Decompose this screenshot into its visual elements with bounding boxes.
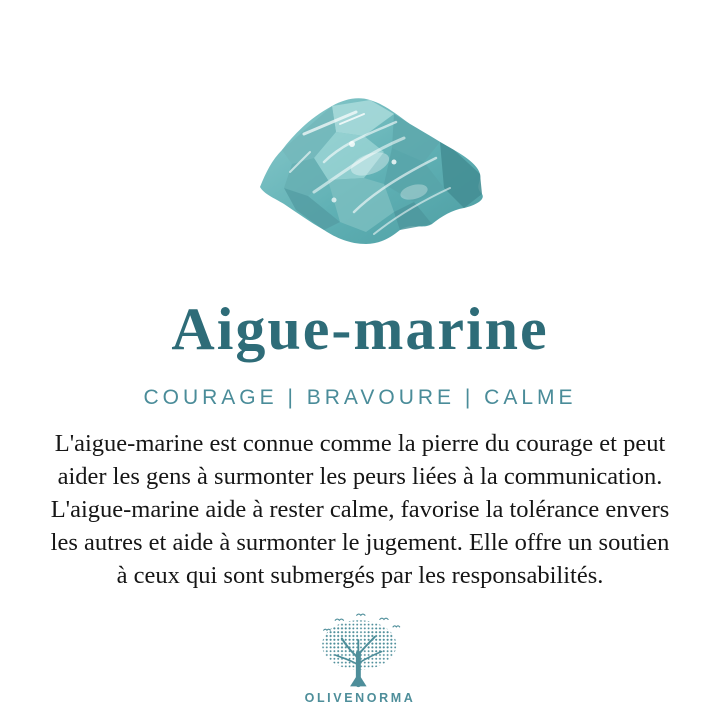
- page-title: Aigue-marine: [171, 296, 549, 362]
- description-line: L'aigue-marine aide à rester calme, favorise la tolérance envers: [50, 496, 670, 523]
- brand-logo: [0, 612, 720, 705]
- aquamarine-stone-graphic: [243, 92, 495, 252]
- keywords-subtitle: COURAGE | BRAVOURE | CALME: [143, 386, 577, 409]
- tree-with-birds-icon: [301, 612, 419, 688]
- brand-name: OLIVENORMA: [304, 691, 416, 705]
- description-line: L'aigue-marine est connue comme la pierre du courage et peut: [54, 430, 666, 457]
- description-paragraph: [0, 427, 720, 592]
- description-line: à ceux qui sont submergés par les responsabilités.: [116, 562, 604, 589]
- description-line: aider les gens à surmonter les peurs liées à la communication.: [57, 463, 663, 490]
- aquamarine-stone-image: [243, 92, 495, 252]
- description-line: les autres et aide à surmonter le jugement. Elle offre un soutien: [50, 529, 670, 556]
